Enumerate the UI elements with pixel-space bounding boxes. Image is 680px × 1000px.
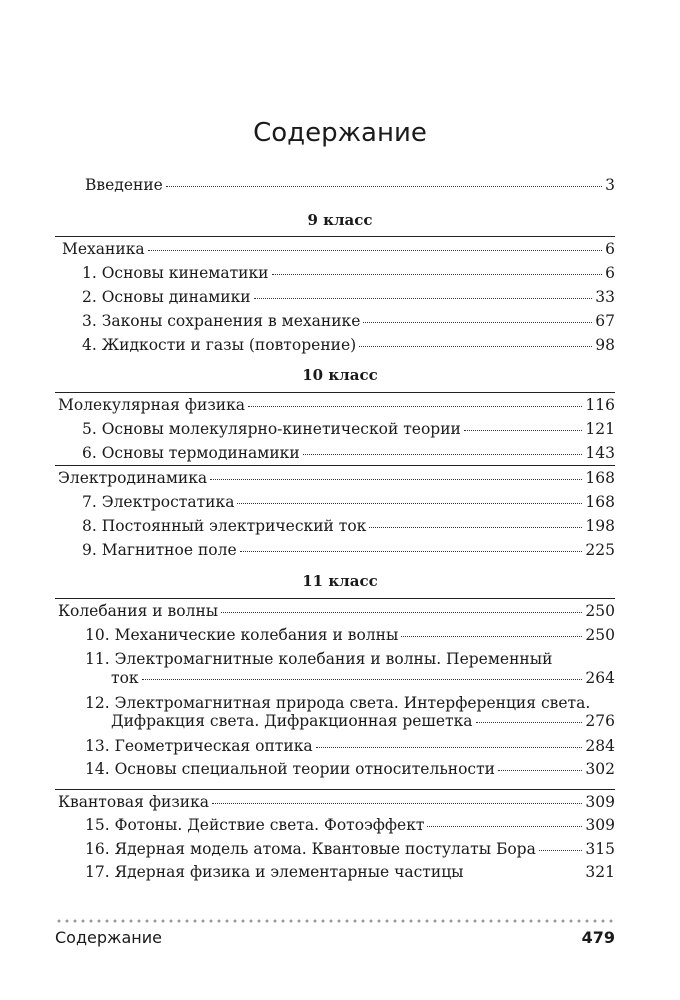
- divider: [55, 789, 615, 790]
- dot-leader: [363, 322, 592, 323]
- toc-label: 8. Постоянный электрический ток: [82, 517, 367, 535]
- toc-label: 16. Ядерная модель атома. Квантовые постулаты Бора: [85, 840, 536, 858]
- toc-page: 225: [585, 541, 615, 559]
- toc-label: 9. Магнитное поле: [82, 541, 237, 559]
- toc-label: 1. Основы кинематики: [82, 264, 269, 282]
- grade-heading-9: 9 класс: [307, 211, 373, 229]
- toc-label: Электродинамика: [58, 469, 208, 487]
- grade-heading-11: 11 класс: [302, 572, 378, 590]
- toc-page: 98: [595, 336, 615, 354]
- toc-label: 5. Основы молекулярно-кинетической теории: [82, 420, 461, 438]
- toc-label: Колебания и волны: [58, 602, 219, 620]
- toc-label: 7. Электростатика: [82, 493, 235, 511]
- toc-page: 250: [585, 602, 615, 620]
- toc-entry[interactable]: [82, 541, 615, 565]
- dot-leader: [240, 551, 583, 552]
- toc-label: Механика: [62, 240, 145, 258]
- toc-entry[interactable]: [85, 863, 615, 887]
- toc-label: 17. Ядерная физика и элементарные частицы: [85, 863, 464, 881]
- divider: [55, 392, 615, 393]
- toc-label: 15. Фотоны. Действие света. Фотоэффект: [85, 816, 425, 834]
- toc-label: 4. Жидкости и газы (повторение): [82, 336, 357, 354]
- toc-page: 198: [585, 517, 615, 535]
- dot-leader: [166, 186, 602, 187]
- toc-entry[interactable]: [85, 840, 615, 864]
- toc-entry[interactable]: [82, 264, 615, 288]
- toc-entry[interactable]: [85, 626, 615, 650]
- dot-leader: [476, 722, 583, 723]
- toc-section-electrodynamics[interactable]: [58, 469, 615, 493]
- toc-label: 10. Механические колебания и волны: [85, 626, 399, 644]
- dot-leader: [254, 298, 593, 299]
- toc-entry[interactable]: [85, 760, 615, 784]
- divider: [55, 598, 615, 599]
- toc-page: 168: [585, 469, 615, 487]
- dot-leader: [467, 873, 583, 874]
- toc-page: 321: [585, 863, 615, 881]
- toc-page: 264: [585, 669, 615, 687]
- toc-entry[interactable]: [82, 493, 615, 517]
- dot-leader: [248, 406, 582, 407]
- dot-leader: [427, 826, 582, 827]
- toc-page: 168: [585, 493, 615, 511]
- toc-entry[interactable]: [85, 816, 615, 840]
- footer-page-number: 479: [581, 928, 615, 947]
- toc-label: Дифракция света. Дифракционная решетка: [111, 712, 473, 730]
- dot-leader: [464, 430, 583, 431]
- toc-page: 33: [595, 288, 615, 306]
- dot-leader: [316, 747, 583, 748]
- footer-dot-rule: [55, 918, 615, 924]
- toc-section-oscillations[interactable]: [58, 602, 615, 626]
- page-title: Содержание: [253, 118, 427, 148]
- divider: [55, 465, 615, 466]
- toc-page: 6: [605, 264, 615, 282]
- toc-page: 143: [585, 444, 615, 462]
- toc-page: 309: [585, 816, 615, 834]
- dot-leader: [148, 250, 603, 251]
- dot-leader: [272, 274, 603, 275]
- toc-label: 14. Основы специальной теории относительности: [85, 760, 496, 778]
- dot-leader: [212, 803, 582, 804]
- toc-label: Квантовая физика: [58, 793, 210, 811]
- toc-section-quantum[interactable]: [58, 793, 615, 817]
- toc-page: 3: [605, 176, 615, 194]
- toc-entry[interactable]: [82, 288, 615, 312]
- dot-leader: [498, 770, 582, 771]
- toc-page: 116: [585, 396, 615, 414]
- divider: [55, 236, 615, 237]
- toc-page: 302: [585, 760, 615, 778]
- toc-page: 121: [585, 420, 615, 438]
- toc-page: 67: [595, 312, 615, 330]
- toc-label: 6. Основы термодинамики: [82, 444, 300, 462]
- toc-entry-intro[interactable]: [85, 176, 615, 200]
- toc-page: 6: [605, 240, 615, 258]
- grade-heading-10: 10 класс: [302, 366, 378, 384]
- toc-page: 309: [585, 793, 615, 811]
- toc-label-line1: 12. Электромагнитная природа света. Интерференция света.: [85, 694, 591, 712]
- toc-label: Молекулярная физика: [58, 396, 246, 414]
- toc-entry[interactable]: [111, 712, 615, 736]
- toc-entry[interactable]: [111, 669, 615, 693]
- toc-label: ток: [111, 669, 139, 687]
- toc-entry[interactable]: [82, 517, 615, 541]
- footer-label: Содержание: [55, 928, 162, 947]
- toc-page: 284: [585, 737, 615, 755]
- dot-leader: [369, 527, 582, 528]
- toc-entry[interactable]: [85, 737, 615, 761]
- toc-entry[interactable]: [82, 336, 615, 360]
- toc-page: 276: [585, 712, 615, 730]
- toc-page: 315: [585, 840, 615, 858]
- toc-label: 3. Законы сохранения в механике: [82, 312, 361, 330]
- toc-section-molecular[interactable]: [58, 396, 615, 420]
- toc-label-line1: 11. Электромагнитные колебания и волны. Переменный: [85, 650, 553, 668]
- dot-leader: [221, 612, 582, 613]
- toc-label: Введение: [85, 176, 163, 194]
- toc-entry[interactable]: [82, 312, 615, 336]
- toc-section-mechanics[interactable]: [62, 240, 615, 264]
- toc-entry[interactable]: [82, 420, 615, 444]
- toc-label: 13. Геометрическая оптика: [85, 737, 313, 755]
- dot-leader: [210, 479, 582, 480]
- dot-leader: [401, 636, 582, 637]
- dot-leader: [303, 454, 583, 455]
- dot-leader: [359, 346, 592, 347]
- toc-page: 250: [585, 626, 615, 644]
- toc-label: 2. Основы динамики: [82, 288, 251, 306]
- dot-leader: [142, 679, 583, 680]
- dot-leader: [237, 503, 582, 504]
- dot-leader: [539, 850, 583, 851]
